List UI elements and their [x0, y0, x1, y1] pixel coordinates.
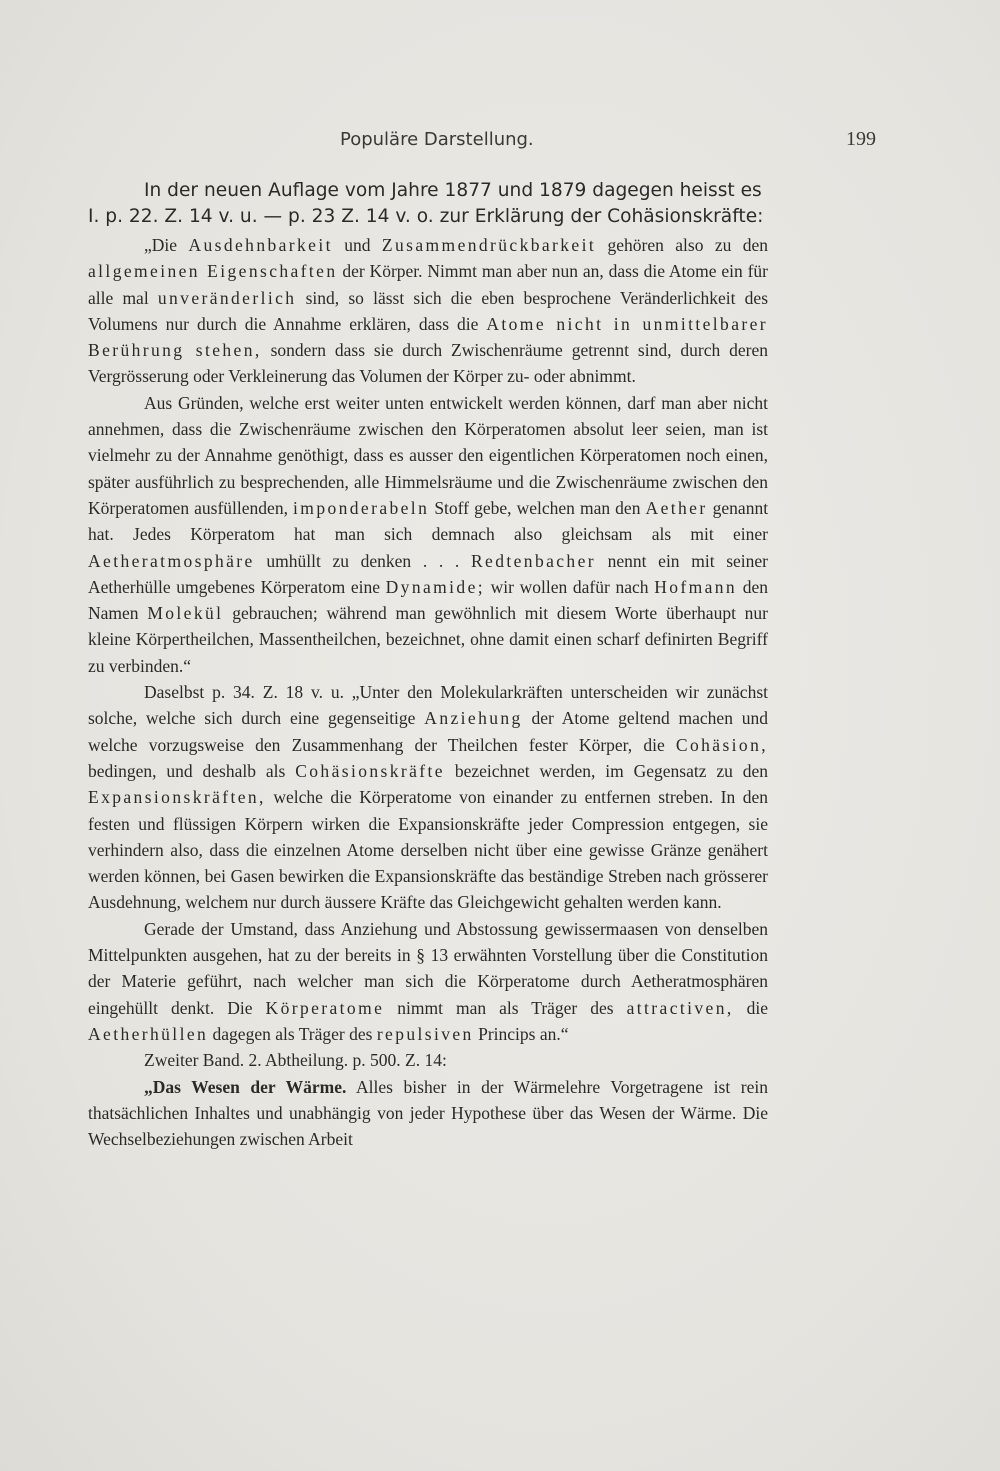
spaced-term: Aetheratmosphäre — [88, 550, 255, 571]
para-text: der Atome geltend machen und welche vorzugsweise den Zusammenhang der Theilchen fester Körper, die — [88, 708, 769, 755]
spaced-term: allgemeinen Eigenschaften — [88, 261, 338, 282]
para-text: die — [746, 997, 769, 1018]
quotation — [88, 232, 768, 679]
spaced-term: attractiven, — [626, 997, 734, 1018]
para-text: Alles bisher in der Wärmelehre Vorgetragene ist rein thatsächlichen Inhaltes und unabhängig von jeder Hypothese über das Wesen der Wärme. Die Wechselbeziehungen zwischen Arbeit — [88, 1076, 768, 1150]
quote-paragraph-2 — [88, 390, 768, 679]
para-text: nimmt man als Träger des — [397, 997, 614, 1018]
quote-text: den Namen — [88, 576, 769, 624]
quote-text: wir wollen dafür nach — [490, 576, 649, 597]
spaced-term: repulsiven — [376, 1023, 474, 1044]
quote-open: „Die — [144, 235, 178, 255]
quote-text: sind, so lässt sich die eben besprochene Veränderlichkeit des Volumens nur durch die Annahme erklären, dass die — [88, 287, 768, 334]
quote-text: und — [344, 235, 371, 255]
quote-text: sondern dass sie durch Zwischenräume getrennt sind, durch deren Vergrösserung oder Verkleinerung das Volumen der Körper zu- oder abnimmt. — [88, 340, 769, 387]
section-heading: „Das Wesen der Wärme. — [144, 1076, 347, 1097]
spaced-term: unveränderlich — [157, 287, 297, 308]
intro-line-2: I. p. 22. Z. 14 v. u. — p. 23 Z. 14 v. o. zur Erklärung der Cohäsionskräfte: — [88, 206, 764, 227]
spaced-term: Zusammendrückbarkeit — [381, 235, 597, 255]
spaced-term: Cohäsion, — [675, 734, 769, 755]
para-text: bedingen, und deshalb als — [88, 760, 286, 781]
spaced-term: imponderabeln — [293, 497, 430, 518]
spaced-term: Cohäsionskräfte — [295, 760, 445, 781]
spaced-term: Molekül — [147, 603, 224, 624]
quote-text: umhüllt zu denken . . . — [266, 550, 460, 571]
para-text: welche die Körperatome von einander zu entfernen streben. In den festen und flüssigen Körpern wirken die Expansionskräfte jeder Compression entgegen, sie verhindern also, dass die einzelnen Atome derselben nicht über eine gewisse Gränze genähert werden können, bei Gasen bewirken die Expansionskräfte das beständige Streben nach grösserer Ausdehnung, welchem nur durch äussere Kräfte das Gleichgewicht gehalten werden kann. — [88, 787, 768, 913]
quote-text: gehören also zu den — [607, 235, 769, 255]
spaced-term: Ausdehnbarkeit — [188, 235, 333, 255]
quote-text: nennt ein mit seiner Aetherhülle umgebenes Körperatom eine — [88, 550, 769, 597]
quote-text: der Körper. Nimmt man aber nun an, dass die Atome ein für alle mal — [88, 261, 768, 308]
para-text: dagegen als Träger des — [212, 1023, 373, 1044]
para-text: Daselbst p. 34. Z. 18 v. u. „Unter den Molekularkräften unterscheiden wir zunächst solche, welche sich durch eine gegenseitige — [88, 682, 768, 729]
spaced-term: Aetherhüllen — [88, 1023, 209, 1044]
spaced-term: Dynamide; — [385, 576, 485, 597]
paragraph-heat — [88, 1074, 768, 1153]
quote-text: gebrauchen; während man gewöhnlich mit diesem Worte überhaupt nur kleine Körpertheilchen, Massentheilchen, bezeichnet, ohne damit einen scharf definirten Begriff zu verbinden.“ — [88, 603, 769, 676]
para-text: Princips an.“ — [478, 1023, 569, 1044]
intro-line-1: In der neuen Auflage vom Jahre 1877 und 1879 dagegen heisst es — [144, 180, 762, 201]
body-text — [88, 178, 768, 1152]
running-title: Populäre Darstellung. — [340, 129, 534, 150]
intro-paragraph — [88, 178, 768, 230]
spaced-term: Anziehung — [424, 708, 523, 729]
quote-text: genannt hat. Jedes Körperatom hat man sich demnach also gleichsam als mit einer — [88, 497, 769, 545]
spaced-term: Redtenbacher — [470, 550, 596, 571]
para-text: bezeichnet werden, im Gegensatz zu den — [454, 760, 769, 781]
spaced-term: Körperatome — [265, 997, 385, 1018]
quote-paragraph-1 — [88, 232, 768, 390]
para-text: Gerade der Umstand, dass Anziehung und Abstossung gewissermaasen von denselben Mittelpunkten ausgehen, hat zu der bereits in § 13 erwähnten Vorstellung über die Constitution der Materie geführt, nach welcher man sich die Körperatome durch Aetheratmosphären eingehüllt denkt. Die — [88, 918, 768, 1018]
spaced-term: Hofmann — [654, 576, 738, 597]
paragraph-cohesion — [88, 679, 768, 916]
spaced-term: Expansionskräften, — [88, 787, 266, 808]
quote-text: Stoff gebe, welchen man den — [434, 497, 641, 518]
running-head — [88, 128, 876, 151]
quote-text: Aus Gründen, welche erst weiter unten entwickelt werden können, darf man aber nicht annehmen, dass die Zwischenräume zwischen den Körperatomen absolut leer seien, man ist vielmehr zu der Annahme genöthigt, dass es ausser den eigentlichen Körperatomen noch einen, später ausführlich zu besprechenden, alle Himmelsräume und die Zwischenräume zwischen den Körperatomen ausfüllenden, — [88, 392, 768, 518]
paragraph-reference: Zweiter Band. 2. Abtheilung. p. 500. Z. 14: — [144, 1050, 447, 1071]
paragraph-attraction — [88, 916, 768, 1047]
spaced-term: Atome nicht in unmittelbarer Berührung stehen, — [88, 313, 768, 361]
spaced-term: Aether — [645, 497, 708, 518]
page-number: 199 — [846, 128, 876, 150]
